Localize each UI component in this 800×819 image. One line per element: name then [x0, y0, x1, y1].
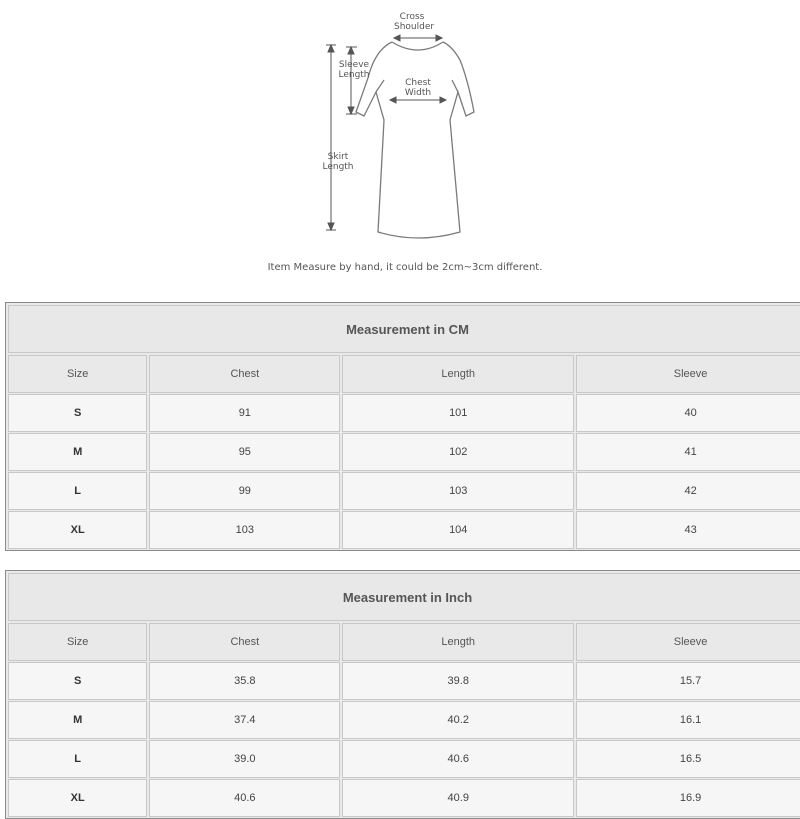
cell-size: L — [8, 740, 147, 778]
cell-size: S — [8, 662, 147, 700]
cell-sleeve: 15.7 — [576, 662, 800, 700]
table-row — [8, 740, 800, 778]
measurement-note: Item Measure by hand, it could be 2cm~3cm different. — [267, 262, 543, 273]
cell-sleeve: 16.5 — [576, 740, 800, 778]
cell-chest: 40.6 — [149, 779, 340, 817]
cell-length: 104 — [342, 511, 574, 549]
cell-chest: 95 — [149, 433, 340, 471]
cell-sleeve: 41 — [576, 433, 800, 471]
cell-sleeve: 40 — [576, 394, 800, 432]
cell-length: 40.6 — [342, 740, 574, 778]
header-length: Length — [342, 355, 574, 393]
cell-size: L — [8, 472, 147, 510]
table-header-row — [8, 623, 800, 661]
cross-shoulder-label: Cross Shoulder — [394, 12, 435, 32]
table-row — [8, 472, 800, 510]
table-row — [8, 433, 800, 471]
cell-chest: 37.4 — [149, 701, 340, 739]
header-sleeve: Sleeve — [576, 355, 800, 393]
cell-length: 40.9 — [342, 779, 574, 817]
header-chest: Chest — [149, 623, 340, 661]
header-size: Size — [8, 623, 147, 661]
cell-length: 101 — [342, 394, 574, 432]
cell-size: XL — [8, 511, 147, 549]
header-chest: Chest — [149, 355, 340, 393]
cell-chest: 99 — [149, 472, 340, 510]
table-row — [8, 394, 800, 432]
cell-chest: 103 — [149, 511, 340, 549]
cell-length: 102 — [342, 433, 574, 471]
cell-length: 40.2 — [342, 701, 574, 739]
dress-body-outline — [356, 42, 474, 238]
size-table-inch — [5, 570, 800, 819]
dress-measurement-diagram — [0, 0, 800, 290]
cell-length: 103 — [342, 472, 574, 510]
table-row — [8, 511, 800, 549]
table-header-row — [8, 355, 800, 393]
cell-size: M — [8, 433, 147, 471]
cell-sleeve: 16.1 — [576, 701, 800, 739]
chest-width-label: Chest Width — [404, 78, 432, 98]
table-row — [8, 701, 800, 739]
neckline — [392, 42, 443, 50]
cell-size: M — [8, 701, 147, 739]
table-row — [8, 779, 800, 817]
cell-sleeve: 16.9 — [576, 779, 800, 817]
dress-outline-illustration — [0, 0, 800, 260]
cell-chest: 91 — [149, 394, 340, 432]
header-size: Size — [8, 355, 147, 393]
header-length: Length — [342, 623, 574, 661]
skirt-length-label: Skirt Length — [322, 152, 354, 172]
cell-size: S — [8, 394, 147, 432]
cell-sleeve: 42 — [576, 472, 800, 510]
table-title: Measurement in Inch — [8, 573, 800, 621]
header-sleeve: Sleeve — [576, 623, 800, 661]
cell-chest: 35.8 — [149, 662, 340, 700]
cell-chest: 39.0 — [149, 740, 340, 778]
table-title: Measurement in CM — [8, 305, 800, 353]
cell-length: 39.8 — [342, 662, 574, 700]
size-table-cm — [5, 302, 800, 551]
sleeve-length-label: Sleeve Length — [338, 60, 370, 80]
cell-size: XL — [8, 779, 147, 817]
table-row — [8, 662, 800, 700]
cell-sleeve: 43 — [576, 511, 800, 549]
